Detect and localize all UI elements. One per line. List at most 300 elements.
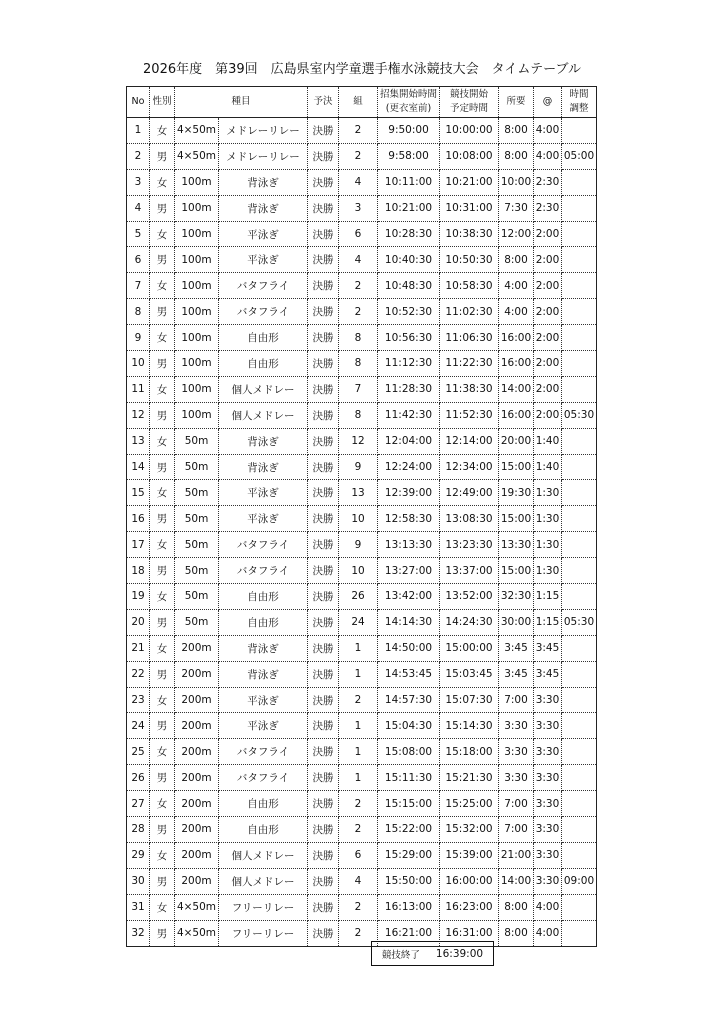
table-row xyxy=(127,687,597,713)
row-heats: 24 xyxy=(339,609,378,635)
header-event: 種目 xyxy=(175,87,308,118)
row-stroke: 自由形 xyxy=(219,325,308,351)
row-per-heat: 1:15 xyxy=(534,584,562,610)
row-distance: 50m xyxy=(175,532,219,558)
row-start-time: 12:14:00 xyxy=(440,428,499,454)
row-adjust xyxy=(562,817,597,843)
row-no: 12 xyxy=(127,402,150,428)
row-call-time: 15:29:00 xyxy=(378,842,440,868)
row-round: 決勝 xyxy=(308,273,339,299)
row-adjust xyxy=(562,351,597,377)
row-gender: 男 xyxy=(150,817,175,843)
row-per-heat: 4:00 xyxy=(534,920,562,946)
row-round: 決勝 xyxy=(308,351,339,377)
row-heats: 10 xyxy=(339,558,378,584)
row-round: 決勝 xyxy=(308,118,339,144)
row-heats: 2 xyxy=(339,920,378,946)
row-duration: 14:00 xyxy=(499,868,534,894)
row-round: 決勝 xyxy=(308,299,339,325)
row-gender: 女 xyxy=(150,221,175,247)
row-no: 26 xyxy=(127,765,150,791)
row-no: 22 xyxy=(127,661,150,687)
row-duration: 15:00 xyxy=(499,506,534,532)
table-header xyxy=(127,87,597,118)
row-start-time: 10:58:30 xyxy=(440,273,499,299)
row-adjust xyxy=(562,428,597,454)
row-stroke: 自由形 xyxy=(219,791,308,817)
row-per-heat: 3:45 xyxy=(534,635,562,661)
row-heats: 6 xyxy=(339,221,378,247)
row-distance: 200m xyxy=(175,817,219,843)
row-start-time: 13:37:00 xyxy=(440,558,499,584)
table-row xyxy=(127,791,597,817)
row-gender: 男 xyxy=(150,609,175,635)
row-distance: 200m xyxy=(175,739,219,765)
row-duration: 21:00 xyxy=(499,842,534,868)
row-stroke: 個人メドレー xyxy=(219,842,308,868)
row-round: 決勝 xyxy=(308,247,339,273)
row-adjust xyxy=(562,506,597,532)
row-start-time: 13:52:00 xyxy=(440,584,499,610)
row-start-time: 14:24:30 xyxy=(440,609,499,635)
row-adjust xyxy=(562,454,597,480)
header-heats: 組 xyxy=(339,87,378,118)
table-row xyxy=(127,428,597,454)
row-distance: 100m xyxy=(175,351,219,377)
row-adjust xyxy=(562,687,597,713)
row-no: 3 xyxy=(127,169,150,195)
row-stroke: バタフライ xyxy=(219,739,308,765)
row-call-time: 13:13:30 xyxy=(378,532,440,558)
row-no: 23 xyxy=(127,687,150,713)
row-gender: 女 xyxy=(150,584,175,610)
row-no: 29 xyxy=(127,842,150,868)
row-per-heat: 2:00 xyxy=(534,221,562,247)
row-call-time: 16:13:00 xyxy=(378,894,440,920)
row-gender: 男 xyxy=(150,402,175,428)
row-heats: 1 xyxy=(339,661,378,687)
row-per-heat: 1:15 xyxy=(534,609,562,635)
row-call-time: 13:42:00 xyxy=(378,584,440,610)
row-distance: 200m xyxy=(175,635,219,661)
table-row xyxy=(127,532,597,558)
row-no: 24 xyxy=(127,713,150,739)
row-duration: 8:00 xyxy=(499,894,534,920)
header-call-time-line1: 招集開始時間 xyxy=(380,89,438,100)
row-gender: 男 xyxy=(150,506,175,532)
row-stroke: 背泳ぎ xyxy=(219,428,308,454)
row-stroke: 平泳ぎ xyxy=(219,247,308,273)
table-row xyxy=(127,299,597,325)
row-gender: 男 xyxy=(150,351,175,377)
row-start-time: 15:14:30 xyxy=(440,713,499,739)
row-call-time: 14:57:30 xyxy=(378,687,440,713)
header-call-time xyxy=(378,87,440,118)
row-heats: 1 xyxy=(339,713,378,739)
row-call-time: 9:58:00 xyxy=(378,143,440,169)
table-row xyxy=(127,143,597,169)
row-duration: 4:00 xyxy=(499,273,534,299)
row-distance: 50m xyxy=(175,609,219,635)
row-start-time: 16:00:00 xyxy=(440,868,499,894)
row-round: 決勝 xyxy=(308,713,339,739)
row-stroke: 自由形 xyxy=(219,584,308,610)
table-row xyxy=(127,351,597,377)
row-distance: 200m xyxy=(175,661,219,687)
row-no: 32 xyxy=(127,920,150,946)
row-gender: 女 xyxy=(150,376,175,402)
table-row xyxy=(127,506,597,532)
row-gender: 女 xyxy=(150,532,175,558)
row-adjust xyxy=(562,894,597,920)
row-start-time: 15:21:30 xyxy=(440,765,499,791)
row-no: 28 xyxy=(127,817,150,843)
row-stroke: 平泳ぎ xyxy=(219,221,308,247)
row-distance: 200m xyxy=(175,687,219,713)
row-duration: 16:00 xyxy=(499,402,534,428)
row-adjust xyxy=(562,920,597,946)
row-duration: 15:00 xyxy=(499,454,534,480)
row-adjust xyxy=(562,532,597,558)
header-call-time-line2: (更衣室前) xyxy=(385,103,432,114)
row-distance: 100m xyxy=(175,325,219,351)
row-adjust xyxy=(562,221,597,247)
row-per-heat: 3:30 xyxy=(534,687,562,713)
row-distance: 100m xyxy=(175,299,219,325)
row-per-heat: 1:30 xyxy=(534,506,562,532)
row-per-heat: 4:00 xyxy=(534,894,562,920)
row-stroke: 自由形 xyxy=(219,817,308,843)
row-call-time: 14:53:45 xyxy=(378,661,440,687)
row-duration: 7:30 xyxy=(499,195,534,221)
timetable xyxy=(126,86,597,947)
row-adjust xyxy=(562,118,597,144)
row-gender: 女 xyxy=(150,842,175,868)
row-gender: 男 xyxy=(150,454,175,480)
row-adjust xyxy=(562,273,597,299)
row-adjust xyxy=(562,584,597,610)
row-adjust xyxy=(562,376,597,402)
row-heats: 1 xyxy=(339,765,378,791)
row-duration: 13:30 xyxy=(499,532,534,558)
header-no: No xyxy=(127,87,150,118)
row-call-time: 12:58:30 xyxy=(378,506,440,532)
row-adjust xyxy=(562,635,597,661)
row-gender: 女 xyxy=(150,739,175,765)
row-no: 14 xyxy=(127,454,150,480)
row-call-time: 15:50:00 xyxy=(378,868,440,894)
row-call-time: 15:04:30 xyxy=(378,713,440,739)
row-start-time: 15:07:30 xyxy=(440,687,499,713)
table-row xyxy=(127,635,597,661)
row-gender: 男 xyxy=(150,920,175,946)
row-round: 決勝 xyxy=(308,920,339,946)
header-round: 予決 xyxy=(308,87,339,118)
row-duration: 3:30 xyxy=(499,739,534,765)
row-round: 決勝 xyxy=(308,480,339,506)
row-round: 決勝 xyxy=(308,169,339,195)
row-stroke: メドレーリレー xyxy=(219,143,308,169)
row-per-heat: 3:30 xyxy=(534,713,562,739)
row-stroke: 背泳ぎ xyxy=(219,635,308,661)
row-start-time: 10:00:00 xyxy=(440,118,499,144)
row-heats: 8 xyxy=(339,325,378,351)
row-round: 決勝 xyxy=(308,221,339,247)
row-adjust xyxy=(562,713,597,739)
row-gender: 男 xyxy=(150,558,175,584)
row-start-time: 15:03:45 xyxy=(440,661,499,687)
row-heats: 2 xyxy=(339,791,378,817)
row-start-time: 10:08:00 xyxy=(440,143,499,169)
row-stroke: フリーリレー xyxy=(219,894,308,920)
row-per-heat: 4:00 xyxy=(534,143,562,169)
row-round: 決勝 xyxy=(308,765,339,791)
row-adjust xyxy=(562,739,597,765)
row-heats: 7 xyxy=(339,376,378,402)
row-round: 決勝 xyxy=(308,687,339,713)
header-start-time xyxy=(440,87,499,118)
row-heats: 1 xyxy=(339,635,378,661)
row-stroke: 平泳ぎ xyxy=(219,713,308,739)
row-heats: 2 xyxy=(339,143,378,169)
end-time-box xyxy=(371,941,494,966)
row-duration: 19:30 xyxy=(499,480,534,506)
row-heats: 10 xyxy=(339,506,378,532)
row-gender: 男 xyxy=(150,661,175,687)
row-call-time: 13:27:00 xyxy=(378,558,440,584)
row-gender: 女 xyxy=(150,687,175,713)
row-stroke: 背泳ぎ xyxy=(219,195,308,221)
table-row xyxy=(127,325,597,351)
row-stroke: 背泳ぎ xyxy=(219,661,308,687)
row-round: 決勝 xyxy=(308,609,339,635)
end-label: 競技終了 xyxy=(381,949,420,961)
row-heats: 4 xyxy=(339,868,378,894)
row-heats: 3 xyxy=(339,195,378,221)
row-duration: 8:00 xyxy=(499,920,534,946)
row-distance: 200m xyxy=(175,868,219,894)
row-gender: 女 xyxy=(150,273,175,299)
row-adjust xyxy=(562,791,597,817)
row-duration: 3:45 xyxy=(499,635,534,661)
row-per-heat: 2:30 xyxy=(534,169,562,195)
row-round: 決勝 xyxy=(308,584,339,610)
row-adjust: 05:30 xyxy=(562,402,597,428)
row-gender: 女 xyxy=(150,894,175,920)
row-no: 19 xyxy=(127,584,150,610)
row-duration: 7:00 xyxy=(499,791,534,817)
row-adjust: 05:00 xyxy=(562,143,597,169)
row-stroke: フリーリレー xyxy=(219,920,308,946)
row-duration: 16:00 xyxy=(499,351,534,377)
row-distance: 50m xyxy=(175,480,219,506)
row-start-time: 10:50:30 xyxy=(440,247,499,273)
row-duration: 16:00 xyxy=(499,325,534,351)
row-call-time: 10:40:30 xyxy=(378,247,440,273)
row-distance: 4×50m xyxy=(175,894,219,920)
row-no: 15 xyxy=(127,480,150,506)
row-distance: 50m xyxy=(175,584,219,610)
row-duration: 15:00 xyxy=(499,558,534,584)
row-distance: 50m xyxy=(175,558,219,584)
table-row xyxy=(127,195,597,221)
row-round: 決勝 xyxy=(308,454,339,480)
table-row xyxy=(127,169,597,195)
row-stroke: メドレーリレー xyxy=(219,118,308,144)
row-round: 決勝 xyxy=(308,402,339,428)
row-distance: 50m xyxy=(175,454,219,480)
row-heats: 8 xyxy=(339,351,378,377)
row-no: 10 xyxy=(127,351,150,377)
row-no: 21 xyxy=(127,635,150,661)
row-no: 27 xyxy=(127,791,150,817)
row-round: 決勝 xyxy=(308,661,339,687)
row-start-time: 12:34:00 xyxy=(440,454,499,480)
table-row xyxy=(127,273,597,299)
row-duration: 20:00 xyxy=(499,428,534,454)
row-heats: 9 xyxy=(339,454,378,480)
row-gender: 女 xyxy=(150,480,175,506)
row-round: 決勝 xyxy=(308,817,339,843)
row-distance: 4×50m xyxy=(175,920,219,946)
row-stroke: 平泳ぎ xyxy=(219,506,308,532)
row-stroke: 自由形 xyxy=(219,351,308,377)
row-per-heat: 3:30 xyxy=(534,739,562,765)
table-row xyxy=(127,558,597,584)
row-duration: 3:45 xyxy=(499,661,534,687)
row-stroke: バタフライ xyxy=(219,299,308,325)
row-per-heat: 2:30 xyxy=(534,195,562,221)
row-no: 30 xyxy=(127,868,150,894)
row-start-time: 15:00:00 xyxy=(440,635,499,661)
row-call-time: 12:04:00 xyxy=(378,428,440,454)
row-per-heat: 1:30 xyxy=(534,532,562,558)
header-adjust-line1: 時間 xyxy=(569,89,589,100)
table-row xyxy=(127,118,597,144)
row-round: 決勝 xyxy=(308,635,339,661)
row-per-heat: 2:00 xyxy=(534,402,562,428)
row-distance: 200m xyxy=(175,791,219,817)
row-adjust xyxy=(562,480,597,506)
row-no: 4 xyxy=(127,195,150,221)
row-no: 2 xyxy=(127,143,150,169)
row-heats: 2 xyxy=(339,118,378,144)
row-distance: 100m xyxy=(175,402,219,428)
row-gender: 男 xyxy=(150,143,175,169)
row-gender: 男 xyxy=(150,299,175,325)
row-call-time: 11:28:30 xyxy=(378,376,440,402)
row-round: 決勝 xyxy=(308,506,339,532)
row-per-heat: 2:00 xyxy=(534,299,562,325)
header-start-time-line1: 競技開始 xyxy=(450,89,489,100)
row-heats: 26 xyxy=(339,584,378,610)
row-per-heat: 2:00 xyxy=(534,247,562,273)
row-adjust xyxy=(562,558,597,584)
row-start-time: 11:22:30 xyxy=(440,351,499,377)
row-stroke: 背泳ぎ xyxy=(219,169,308,195)
row-start-time: 10:31:00 xyxy=(440,195,499,221)
row-per-heat: 2:00 xyxy=(534,325,562,351)
row-gender: 女 xyxy=(150,118,175,144)
row-duration: 4:00 xyxy=(499,299,534,325)
row-stroke: 個人メドレー xyxy=(219,402,308,428)
row-start-time: 15:32:00 xyxy=(440,817,499,843)
row-gender: 女 xyxy=(150,635,175,661)
row-heats: 2 xyxy=(339,817,378,843)
row-distance: 100m xyxy=(175,247,219,273)
row-distance: 50m xyxy=(175,506,219,532)
table-row xyxy=(127,765,597,791)
row-heats: 9 xyxy=(339,532,378,558)
row-adjust xyxy=(562,247,597,273)
row-per-heat: 3:30 xyxy=(534,842,562,868)
header-adjust xyxy=(562,87,597,118)
table-row xyxy=(127,480,597,506)
row-gender: 男 xyxy=(150,195,175,221)
row-no: 13 xyxy=(127,428,150,454)
row-gender: 男 xyxy=(150,713,175,739)
row-gender: 男 xyxy=(150,765,175,791)
table-row xyxy=(127,247,597,273)
row-duration: 14:00 xyxy=(499,376,534,402)
row-start-time: 15:25:00 xyxy=(440,791,499,817)
row-per-heat: 3:30 xyxy=(534,817,562,843)
row-call-time: 11:12:30 xyxy=(378,351,440,377)
row-duration: 32:30 xyxy=(499,584,534,610)
row-per-heat: 2:00 xyxy=(534,351,562,377)
header-start-time-line2: 予定時間 xyxy=(450,103,489,114)
row-start-time: 13:23:30 xyxy=(440,532,499,558)
row-distance: 100m xyxy=(175,221,219,247)
row-start-time: 15:18:00 xyxy=(440,739,499,765)
header-duration: 所要 xyxy=(499,87,534,118)
row-distance: 200m xyxy=(175,713,219,739)
table-row xyxy=(127,920,597,946)
table-row xyxy=(127,661,597,687)
row-stroke: バタフライ xyxy=(219,273,308,299)
row-per-heat: 1:40 xyxy=(534,428,562,454)
table-row xyxy=(127,376,597,402)
row-heats: 6 xyxy=(339,842,378,868)
row-duration: 8:00 xyxy=(499,143,534,169)
row-distance: 4×50m xyxy=(175,118,219,144)
row-call-time: 10:52:30 xyxy=(378,299,440,325)
table-row xyxy=(127,609,597,635)
row-round: 決勝 xyxy=(308,143,339,169)
row-start-time: 15:39:00 xyxy=(440,842,499,868)
row-no: 17 xyxy=(127,532,150,558)
row-distance: 100m xyxy=(175,376,219,402)
row-stroke: バタフライ xyxy=(219,558,308,584)
row-heats: 2 xyxy=(339,687,378,713)
row-stroke: 背泳ぎ xyxy=(219,454,308,480)
header-gender: 性別 xyxy=(150,87,175,118)
table-row xyxy=(127,454,597,480)
table-row xyxy=(127,842,597,868)
row-per-heat: 1:30 xyxy=(534,558,562,584)
row-distance: 200m xyxy=(175,842,219,868)
row-duration: 10:00 xyxy=(499,169,534,195)
row-stroke: 個人メドレー xyxy=(219,868,308,894)
row-call-time: 9:50:00 xyxy=(378,118,440,144)
row-round: 決勝 xyxy=(308,739,339,765)
row-duration: 30:00 xyxy=(499,609,534,635)
row-per-heat: 4:00 xyxy=(534,118,562,144)
row-no: 18 xyxy=(127,558,150,584)
row-call-time: 12:24:00 xyxy=(378,454,440,480)
row-call-time: 14:50:00 xyxy=(378,635,440,661)
table-row xyxy=(127,713,597,739)
